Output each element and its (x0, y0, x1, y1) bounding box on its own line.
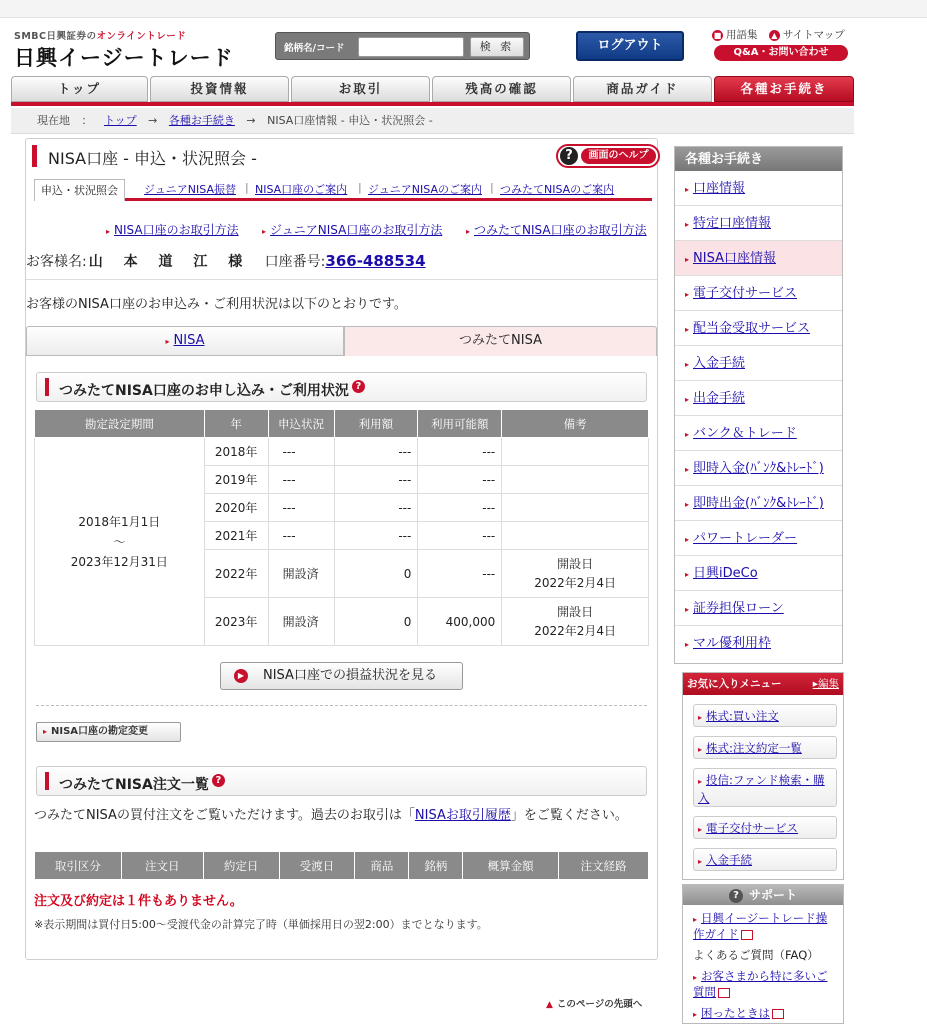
support-title: サポート (748, 888, 797, 902)
link-nisa-trading[interactable] (106, 221, 239, 238)
arrow-right-icon: ▸ (685, 220, 690, 229)
play-icon: ▶ (234, 669, 248, 683)
arrow-right-icon: ▸ (685, 640, 690, 649)
search-input[interactable] (358, 37, 464, 57)
col-order-date: 注文日 (121, 852, 203, 880)
sidebar-item-securities-loan[interactable] (675, 591, 842, 626)
no-orders-message: 注文及び約定は１件もありません。 (34, 894, 243, 909)
sidebar-item-bank-trade[interactable] (675, 416, 842, 451)
arrow-right-icon: ▸ (466, 227, 471, 236)
support-top-questions-link[interactable] (683, 963, 843, 1000)
question-icon: ? (560, 147, 578, 165)
arrow-right-icon: ▸ (165, 337, 170, 346)
remark-cell (502, 522, 649, 550)
intro-text: お客様のNISA口座のお申込み・ご利用状況は以下のとおりです。 (26, 297, 407, 312)
new-window-icon (718, 988, 730, 998)
favorites-edit-link[interactable] (813, 673, 839, 695)
header-links (712, 27, 845, 42)
support-top-questions-label: お客さまから特に多いご質問 (693, 969, 828, 999)
link-nisa-trading-label: NISA口座のお取引方法 (114, 223, 239, 237)
period-cell (35, 438, 205, 646)
orders-section-heading (36, 766, 647, 796)
account-number[interactable]: 366-488534 (325, 252, 426, 270)
col-issue: 銘柄 (409, 852, 463, 880)
subtab-application-status[interactable]: 申込・状況照会 (34, 179, 125, 201)
col-trade-type: 取引区分 (35, 852, 122, 880)
fav-item-stock-buy[interactable] (693, 704, 837, 727)
help-button-label: 画面のヘルプ (581, 148, 656, 164)
subtab-tsumitate-nisa-guide[interactable]: つみたてNISAのご案内 (500, 183, 615, 196)
col-execution-date: 約定日 (203, 852, 279, 880)
subtab-nisa-guide[interactable]: NISA口座のご案内 (255, 183, 348, 196)
support-box (682, 884, 844, 1024)
col-used: 利用額 (334, 410, 418, 438)
sidebar-item-label: 口座情報 (693, 181, 746, 196)
procedures-menu (674, 146, 843, 664)
arrow-right-icon: ▸ (698, 745, 703, 754)
arrow-right-icon: ▸ (685, 465, 690, 474)
main-panel (25, 138, 658, 960)
arrow-right-icon: ▸ (43, 727, 48, 736)
remark-open-date: 2022年2月4日 (534, 623, 617, 638)
arrow-right-icon: ▸ (685, 430, 690, 439)
status-cell: --- (268, 494, 334, 522)
arrow-right-icon: ▸ (685, 185, 690, 194)
heading-accent-bar (45, 772, 49, 790)
help-button[interactable] (556, 144, 660, 168)
sitemap-link[interactable]: サイトマップ (782, 29, 845, 41)
arrow-right-icon: ▸ (693, 973, 698, 982)
avail-cell: --- (418, 466, 502, 494)
col-year: 年 (204, 410, 268, 438)
site-logo[interactable]: 日興イージートレード (14, 45, 234, 70)
search-label: 銘柄名/コード (284, 43, 345, 54)
link-tsumitate-nisa-trading[interactable] (466, 221, 647, 238)
qa-contact-button[interactable]: Q&A・お問い合わせ (714, 45, 848, 61)
nav-tab-investment-info[interactable]: 投資情報 (150, 76, 289, 102)
remark-open-label: 開設日 (557, 604, 594, 619)
dashed-divider (36, 705, 647, 706)
page-top-link-label: このページの先頭へ (556, 999, 643, 1010)
arrow-right-icon: ▸ (685, 570, 690, 579)
subtab-divider: | (358, 181, 362, 194)
global-nav (11, 76, 854, 104)
col-settlement-date: 受渡日 (279, 852, 355, 880)
customer-name-label: お客様名: (26, 254, 87, 270)
breadcrumb-current-label: 現在地 (37, 114, 70, 127)
period-start: 2018年1月1日 (78, 514, 161, 529)
breadcrumb-current-page: NISA口座情報 - 申込・状況照会 - (267, 114, 433, 127)
sidebar-item-instant-withdrawal[interactable] (675, 486, 842, 521)
support-header (683, 885, 843, 905)
year-cell: 2019年 (204, 466, 268, 494)
sidebar-item-label: NISA口座情報 (693, 251, 776, 266)
arrow-right-icon: ▸ (685, 255, 690, 264)
orders-description-pre: つみたてNISAの買付注文をご覧いただけます。過去のお取引は「 (34, 808, 415, 823)
nav-underline (11, 102, 854, 106)
orders-description-post: 」をご覧ください。 (510, 808, 628, 823)
arrow-right-icon: ▸ (693, 1010, 698, 1019)
sidebar-item-label: 出金手続 (693, 391, 746, 406)
remark-open-label: 開設日 (557, 556, 594, 571)
arrow-right-icon: ▸ (685, 360, 690, 369)
nav-tab-procedures[interactable]: 各種お手続き (714, 76, 854, 102)
year-cell: 2020年 (204, 494, 268, 522)
arrow-right-icon: ▸ (685, 395, 690, 404)
status-cell: --- (268, 466, 334, 494)
period-end: 2023年12月31日 (70, 554, 168, 569)
book-icon: ■ (713, 30, 722, 40)
status-heading-label: つみたてNISA口座のお申し込み・ご利用状況 (59, 383, 349, 399)
sidebar-item-label: 即時入金(ﾊﾞﾝｸ&ﾄﾚｰﾄﾞ) (693, 461, 824, 476)
logo-tagline-red: オンライントレード (96, 31, 187, 42)
fav-item-label: 入金手続 (706, 853, 753, 867)
status-cell: 開設済 (268, 598, 334, 646)
remark-cell (502, 438, 649, 466)
breadcrumb (11, 108, 854, 134)
col-available: 利用可能額 (418, 410, 502, 438)
support-trouble-label: 困ったときは (701, 1006, 771, 1020)
sidebar-item-deposit[interactable] (675, 346, 842, 381)
orders-heading-text (59, 774, 225, 794)
sidebar-item-withdrawal[interactable] (675, 381, 842, 416)
arrow-right-icon: ▸ (698, 825, 703, 834)
search-button[interactable]: 検 索 (470, 37, 524, 57)
fav-item-label: 電子交付サービス (706, 821, 799, 835)
fav-item-stock-orders[interactable] (693, 736, 837, 759)
used-cell: 0 (334, 598, 418, 646)
sidebar-item-label: 日興iDeCo (693, 566, 758, 581)
table-row (35, 438, 649, 466)
sidebar-item-instant-deposit[interactable] (675, 451, 842, 486)
arrow-right-icon: ▸ (106, 227, 111, 236)
avail-cell: --- (418, 438, 502, 466)
year-cell: 2023年 (204, 598, 268, 646)
status-cell: 開設済 (268, 550, 334, 598)
status-cell: --- (268, 522, 334, 550)
nav-tab-top[interactable]: トップ (11, 76, 148, 102)
tab-nisa[interactable] (26, 326, 344, 356)
link-junior-nisa-trading[interactable] (262, 221, 442, 238)
breadcrumb-top-link[interactable]: トップ (104, 114, 137, 127)
procedures-menu-title: 各種お手続き (675, 147, 842, 171)
tab-tsumitate-nisa[interactable]: つみたてNISA (344, 326, 657, 356)
page-title: NISA口座 - 申込・状況照会 - (48, 149, 257, 168)
support-trouble-link[interactable] (683, 1000, 843, 1022)
sidebar-item-ideco[interactable] (675, 556, 842, 591)
col-period: 勘定設定期間 (35, 410, 205, 438)
arrow-right-icon: ▸ (698, 713, 703, 722)
arrow-right-icon: ▸ (685, 325, 690, 334)
breadcrumb-procedures-link[interactable]: 各種お手続き (168, 114, 235, 127)
remark-cell (502, 550, 649, 598)
account-change-button[interactable] (36, 722, 181, 742)
col-estimated-amount: 概算金額 (463, 852, 559, 880)
year-cell: 2022年 (204, 550, 268, 598)
fav-item-fund-search[interactable] (693, 768, 837, 807)
arrow-right-icon: ▸ (685, 605, 690, 614)
sidebar-item-power-trader[interactable] (675, 521, 842, 556)
arrow-right-icon: ▸ (698, 857, 703, 866)
page-title-bar (26, 139, 657, 175)
sidebar-item-e-delivery[interactable] (675, 276, 842, 311)
status-section-heading (36, 372, 647, 402)
site-header (0, 18, 860, 74)
remark-cell (502, 466, 649, 494)
new-window-icon (741, 930, 753, 940)
sub-tabs (34, 179, 652, 201)
arrow-right-icon: ▸ (698, 777, 703, 786)
arrow-up-icon: ▲ (546, 1000, 553, 1010)
status-cell: --- (268, 438, 334, 466)
fav-item-label: 株式:注文約定一覧 (706, 741, 802, 755)
question-icon: ? (729, 889, 743, 903)
orders-table-header (35, 852, 649, 880)
arrow-right-icon: ▸ (693, 915, 698, 924)
sidebar-item-label: パワートレーダー (693, 531, 798, 546)
favorites-title: お気に入りメニュー (687, 678, 782, 690)
avail-cell: 400,000 (418, 598, 502, 646)
sidebar-item-dividend[interactable] (675, 311, 842, 346)
support-guide-link[interactable] (683, 905, 843, 942)
col-order-route: 注文経路 (559, 852, 649, 880)
sidebar-item-specific-account[interactable] (675, 206, 842, 241)
sidebar-item-maruyu[interactable] (675, 626, 842, 661)
breadcrumb-arrow: → (246, 114, 256, 127)
subtab-junior-nisa-guide[interactable]: ジュニアNISAのご案内 (368, 183, 482, 196)
logout-button[interactable]: ログアウト (576, 31, 684, 61)
used-cell: 0 (334, 550, 418, 598)
used-cell: --- (334, 522, 418, 550)
arrow-right-icon: ▸ (685, 290, 690, 299)
avail-cell: --- (418, 522, 502, 550)
tab-nisa-label: NISA (173, 333, 205, 348)
status-heading-text (59, 380, 365, 400)
sidebar-item-label: 特定口座情報 (693, 216, 772, 231)
sidebar-item-label: 即時出金(ﾊﾞﾝｸ&ﾄﾚｰﾄﾞ) (693, 496, 824, 511)
sidebar-item-label: 証券担保ローン (693, 601, 784, 616)
sidebar-item-label: マル優利用枠 (693, 636, 772, 651)
fav-item-deposit[interactable] (693, 848, 837, 871)
used-cell: --- (334, 466, 418, 494)
sitemap-icon: ▲ (769, 30, 780, 41)
sidebar-item-label: 配当金受取サービス (693, 321, 811, 336)
sidebar-item-label: バンク＆トレード (693, 426, 797, 441)
nav-tab-product-guide[interactable]: 商品ガイド (573, 76, 712, 102)
arrow-right-icon: ▸ (685, 535, 690, 544)
display-period-note: ※表示期間は買付日5:00～受渡代金の計算完了時（単価採用日の翌2:00）までとなります。 (34, 918, 488, 931)
support-guide-label: 日興イージートレード操作ガイド (693, 911, 828, 941)
account-number-label: 口座番号: (264, 254, 326, 270)
logo-tagline (14, 28, 186, 42)
status-table-header (35, 410, 649, 438)
support-faq-heading: よくあるご質問（FAQ） (693, 948, 819, 962)
question-icon[interactable]: ? (352, 380, 365, 393)
remark-open-date: 2022年2月4日 (534, 575, 617, 590)
fav-item-e-delivery[interactable] (693, 816, 837, 839)
customer-info (26, 251, 426, 271)
subtab-divider: | (245, 181, 249, 194)
view-pl-button[interactable] (220, 662, 463, 690)
orders-description (34, 805, 649, 827)
logo-tagline-prefix: SMBC日興証券の (14, 31, 97, 42)
used-cell: --- (334, 494, 418, 522)
nav-tab-trading[interactable]: お取引 (291, 76, 430, 102)
breadcrumb-arrow: → (148, 114, 158, 127)
breadcrumb-colon: ： (81, 114, 93, 127)
favorites-menu (682, 672, 844, 880)
avail-cell: --- (418, 550, 502, 598)
col-product: 商品 (355, 852, 409, 880)
glossary-link[interactable]: 用語集 (726, 29, 758, 41)
divider (26, 279, 657, 280)
page-top-link[interactable] (546, 996, 642, 1010)
status-table (34, 409, 649, 646)
sidebar-item-account-info[interactable] (675, 171, 842, 206)
arrow-right-icon: ▸ (685, 500, 690, 509)
year-cell: 2018年 (204, 438, 268, 466)
orders-table (34, 851, 649, 880)
year-cell: 2021年 (204, 522, 268, 550)
orders-heading-label: つみたてNISA注文一覧 (59, 777, 209, 793)
account-change-button-label: NISA口座の勘定変更 (51, 726, 149, 737)
sidebar-item-nisa-account[interactable] (675, 241, 842, 276)
heading-accent-bar (45, 378, 49, 396)
title-accent-bar (32, 145, 37, 167)
question-icon[interactable]: ? (212, 774, 225, 787)
used-cell: --- (334, 438, 418, 466)
nav-tab-balance[interactable]: 残高の確認 (432, 76, 571, 102)
link-junior-nisa-trading-label: ジュニアNISA口座のお取引方法 (270, 223, 443, 237)
stock-search (275, 32, 530, 60)
remark-cell (502, 598, 649, 646)
favorites-header (683, 673, 843, 695)
fav-item-label: 投信:ファンド検索・購入 (698, 773, 825, 805)
sidebar-item-label: 電子交付サービス (693, 286, 798, 301)
favorites-edit-label: 編集 (818, 678, 839, 690)
period-tilde: ～ (113, 534, 126, 549)
subtab-divider: | (490, 181, 494, 194)
arrow-right-icon: ▸ (262, 227, 267, 236)
sidebar-item-label: 入金手続 (693, 356, 746, 371)
nisa-history-link[interactable]: NISAお取引履歴 (414, 808, 511, 823)
col-remarks: 備考 (502, 410, 649, 438)
fav-item-label: 株式:買い注文 (706, 709, 779, 723)
customer-name: 山 本 道 江 様 (88, 254, 251, 270)
arrow-right-icon: ▸ (812, 678, 818, 690)
view-pl-button-label: NISA口座での損益状況を見る (263, 668, 437, 683)
new-window-icon (772, 1009, 784, 1019)
top-band (0, 0, 927, 18)
avail-cell: --- (418, 494, 502, 522)
subtab-junior-nisa-transfer[interactable]: ジュニアNISA振替 (144, 183, 236, 196)
remark-cell (502, 494, 649, 522)
col-application: 申込状況 (268, 410, 334, 438)
link-tsumitate-nisa-trading-label: つみたてNISA口座のお取引方法 (474, 223, 647, 237)
